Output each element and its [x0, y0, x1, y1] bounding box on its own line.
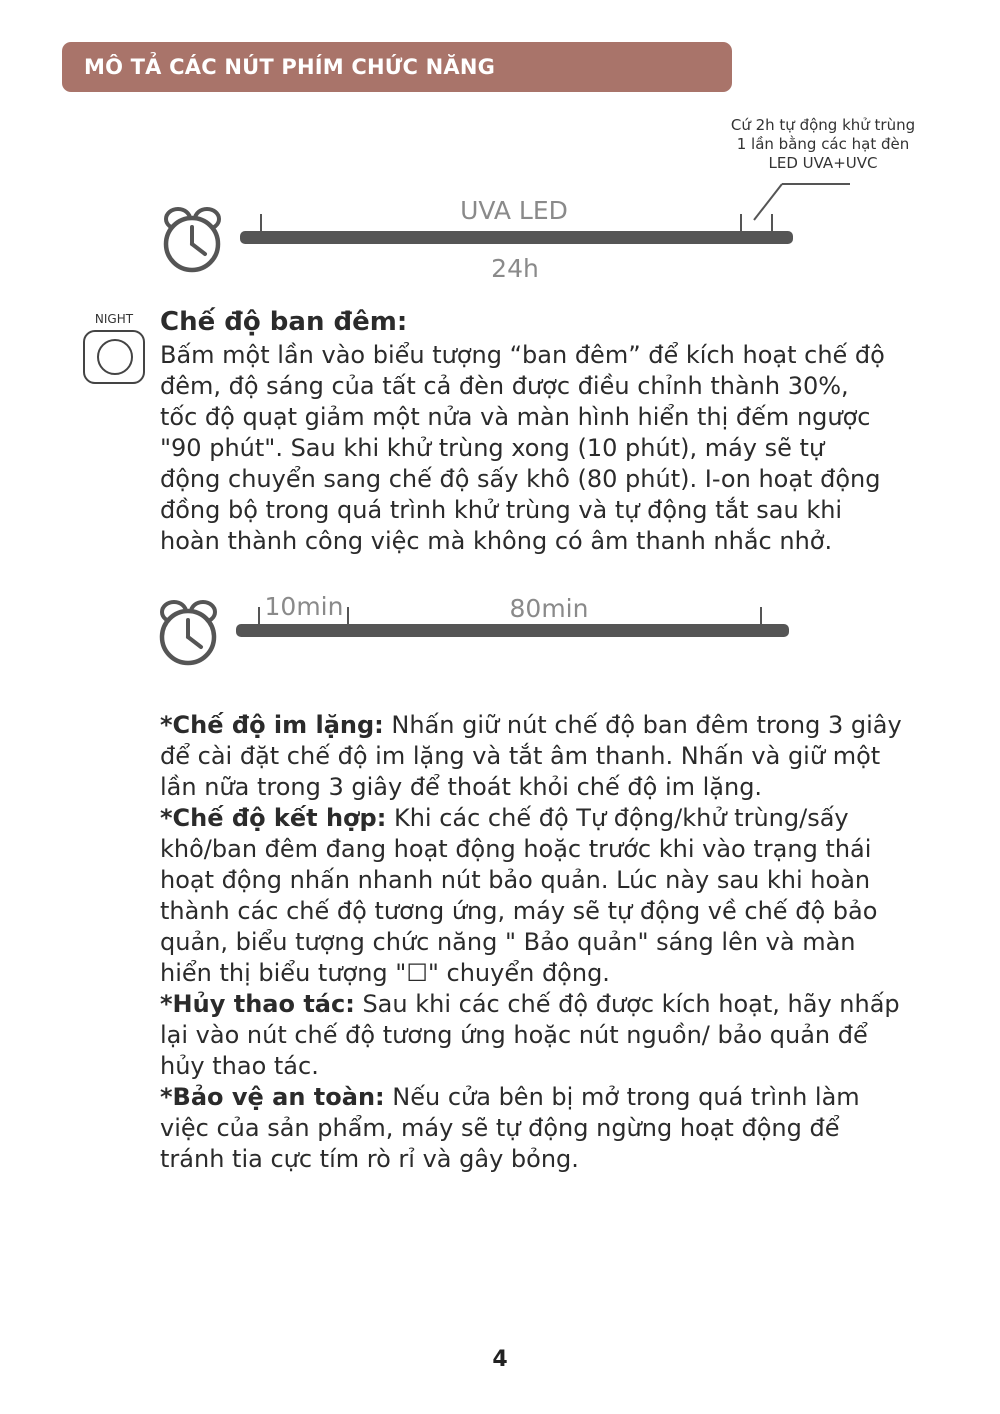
- silent-mode-note: [160, 710, 902, 741]
- cancel-operation-label: *Hủy thao tác:: [160, 990, 355, 1018]
- alarm-clock-icon: [162, 602, 215, 663]
- text-line: Bấm một lần vào biểu tượng “ban đêm” để kích hoạt chế độ: [160, 341, 885, 369]
- text-line: đêm, độ sáng của tất cả đèn được điều chỉnh thành 30%,: [160, 372, 849, 400]
- timeline-label-80min: 80min: [509, 594, 589, 623]
- callout-pointer-line: [754, 184, 782, 220]
- text-line: tốc độ quạt giảm một nửa và màn hình hiển thị đếm ngược: [160, 403, 871, 431]
- safety-protection-note: [160, 1082, 902, 1113]
- combined-mode-label: *Chế độ kết hợp:: [160, 804, 387, 832]
- timeline-bar: [240, 231, 793, 244]
- night-button-icon: [83, 330, 145, 384]
- page-number: 4: [492, 1347, 508, 1372]
- text-line: lần nữa trong 3 giây để thoát khỏi chế độ im lặng.: [160, 773, 763, 801]
- combined-mode-note: [160, 803, 902, 834]
- text-line: động chuyển sang chế độ sấy khô (80 phút). I-on hoạt động: [160, 465, 881, 493]
- timeline-label-10min: 10min: [264, 592, 344, 621]
- text-line: hoàn thành công việc mà không có âm thanh nhắc nhở.: [160, 527, 833, 555]
- night-button-circle-icon: [97, 339, 133, 375]
- timeline-bar: [236, 624, 789, 637]
- cancel-operation-note: [160, 989, 902, 1020]
- night-mode-title: Chế độ ban đêm:: [160, 307, 408, 337]
- uv-note-line-3: LED UVA+UVC: [768, 154, 878, 172]
- text-line: tránh tia cực tím rò rỉ và gây bỏng.: [160, 1145, 579, 1173]
- timeline-night-10-80: [0, 580, 1000, 680]
- timeline-label-uva-led: UVA LED: [460, 196, 568, 225]
- silent-mode-label: *Chế độ im lặng:: [160, 711, 384, 739]
- text-line: "90 phút". Sau khi khử trùng xong (10 phút), máy sẽ tự: [160, 434, 825, 462]
- text-span: Khi các chế độ Tự động/khử trùng/sấy: [386, 804, 849, 832]
- text-line: hoạt động nhấn nhanh nút bảo quản. Lúc này sau khi hoàn: [160, 866, 871, 894]
- safety-protection-label: *Bảo vệ an toàn:: [160, 1083, 385, 1111]
- text-span: Sau khi các chế độ được kích hoạt, hãy nhấp: [354, 990, 900, 1018]
- text-line: đồng bộ trong quá trình khử trùng và tự động tắt sau khi: [160, 496, 843, 524]
- night-mode-description: [160, 340, 885, 557]
- mode-notes: [160, 710, 902, 1175]
- text-line: quản, biểu tượng chức năng " Bảo quản" sáng lên và màn: [160, 928, 856, 956]
- uv-sterilization-note: [700, 116, 946, 173]
- uv-note-line-2: 1 lần bằng các hạt đèn: [736, 135, 910, 153]
- section-header-banner: [62, 42, 732, 92]
- text-line: khô/ban đêm đang hoạt động hoặc trước khi vào trạng thái: [160, 835, 872, 863]
- text-line: lại vào nút chế độ tương ứng hoặc nút nguồn/ bảo quản để: [160, 1021, 868, 1049]
- timeline-uva-24h: [0, 180, 1000, 290]
- text-line: thành các chế độ tương ứng, máy sẽ tự động về chế độ bảo: [160, 897, 878, 925]
- alarm-clock-icon: [166, 209, 219, 270]
- text-line: hủy thao tác.: [160, 1052, 319, 1080]
- timeline-label-24h: 24h: [491, 254, 539, 283]
- section-header-title: MÔ TẢ CÁC NÚT PHÍM CHỨC NĂNG: [84, 55, 496, 79]
- text-line: để cài đặt chế độ im lặng và tắt âm thanh. Nhấn và giữ một: [160, 742, 881, 770]
- text-line: việc của sản phẩm, máy sẽ tự động ngừng hoạt động để: [160, 1114, 840, 1142]
- text-span: Nếu cửa bên bị mở trong quá trình làm: [384, 1083, 860, 1111]
- night-button-label: NIGHT: [94, 312, 134, 326]
- text-span: Nhấn giữ nút chế độ ban đêm trong 3 giây: [383, 711, 902, 739]
- uv-note-line-1: Cứ 2h tự động khử trùng: [730, 116, 916, 134]
- text-line: hiển thị biểu tượng "☐" chuyển động.: [160, 959, 610, 987]
